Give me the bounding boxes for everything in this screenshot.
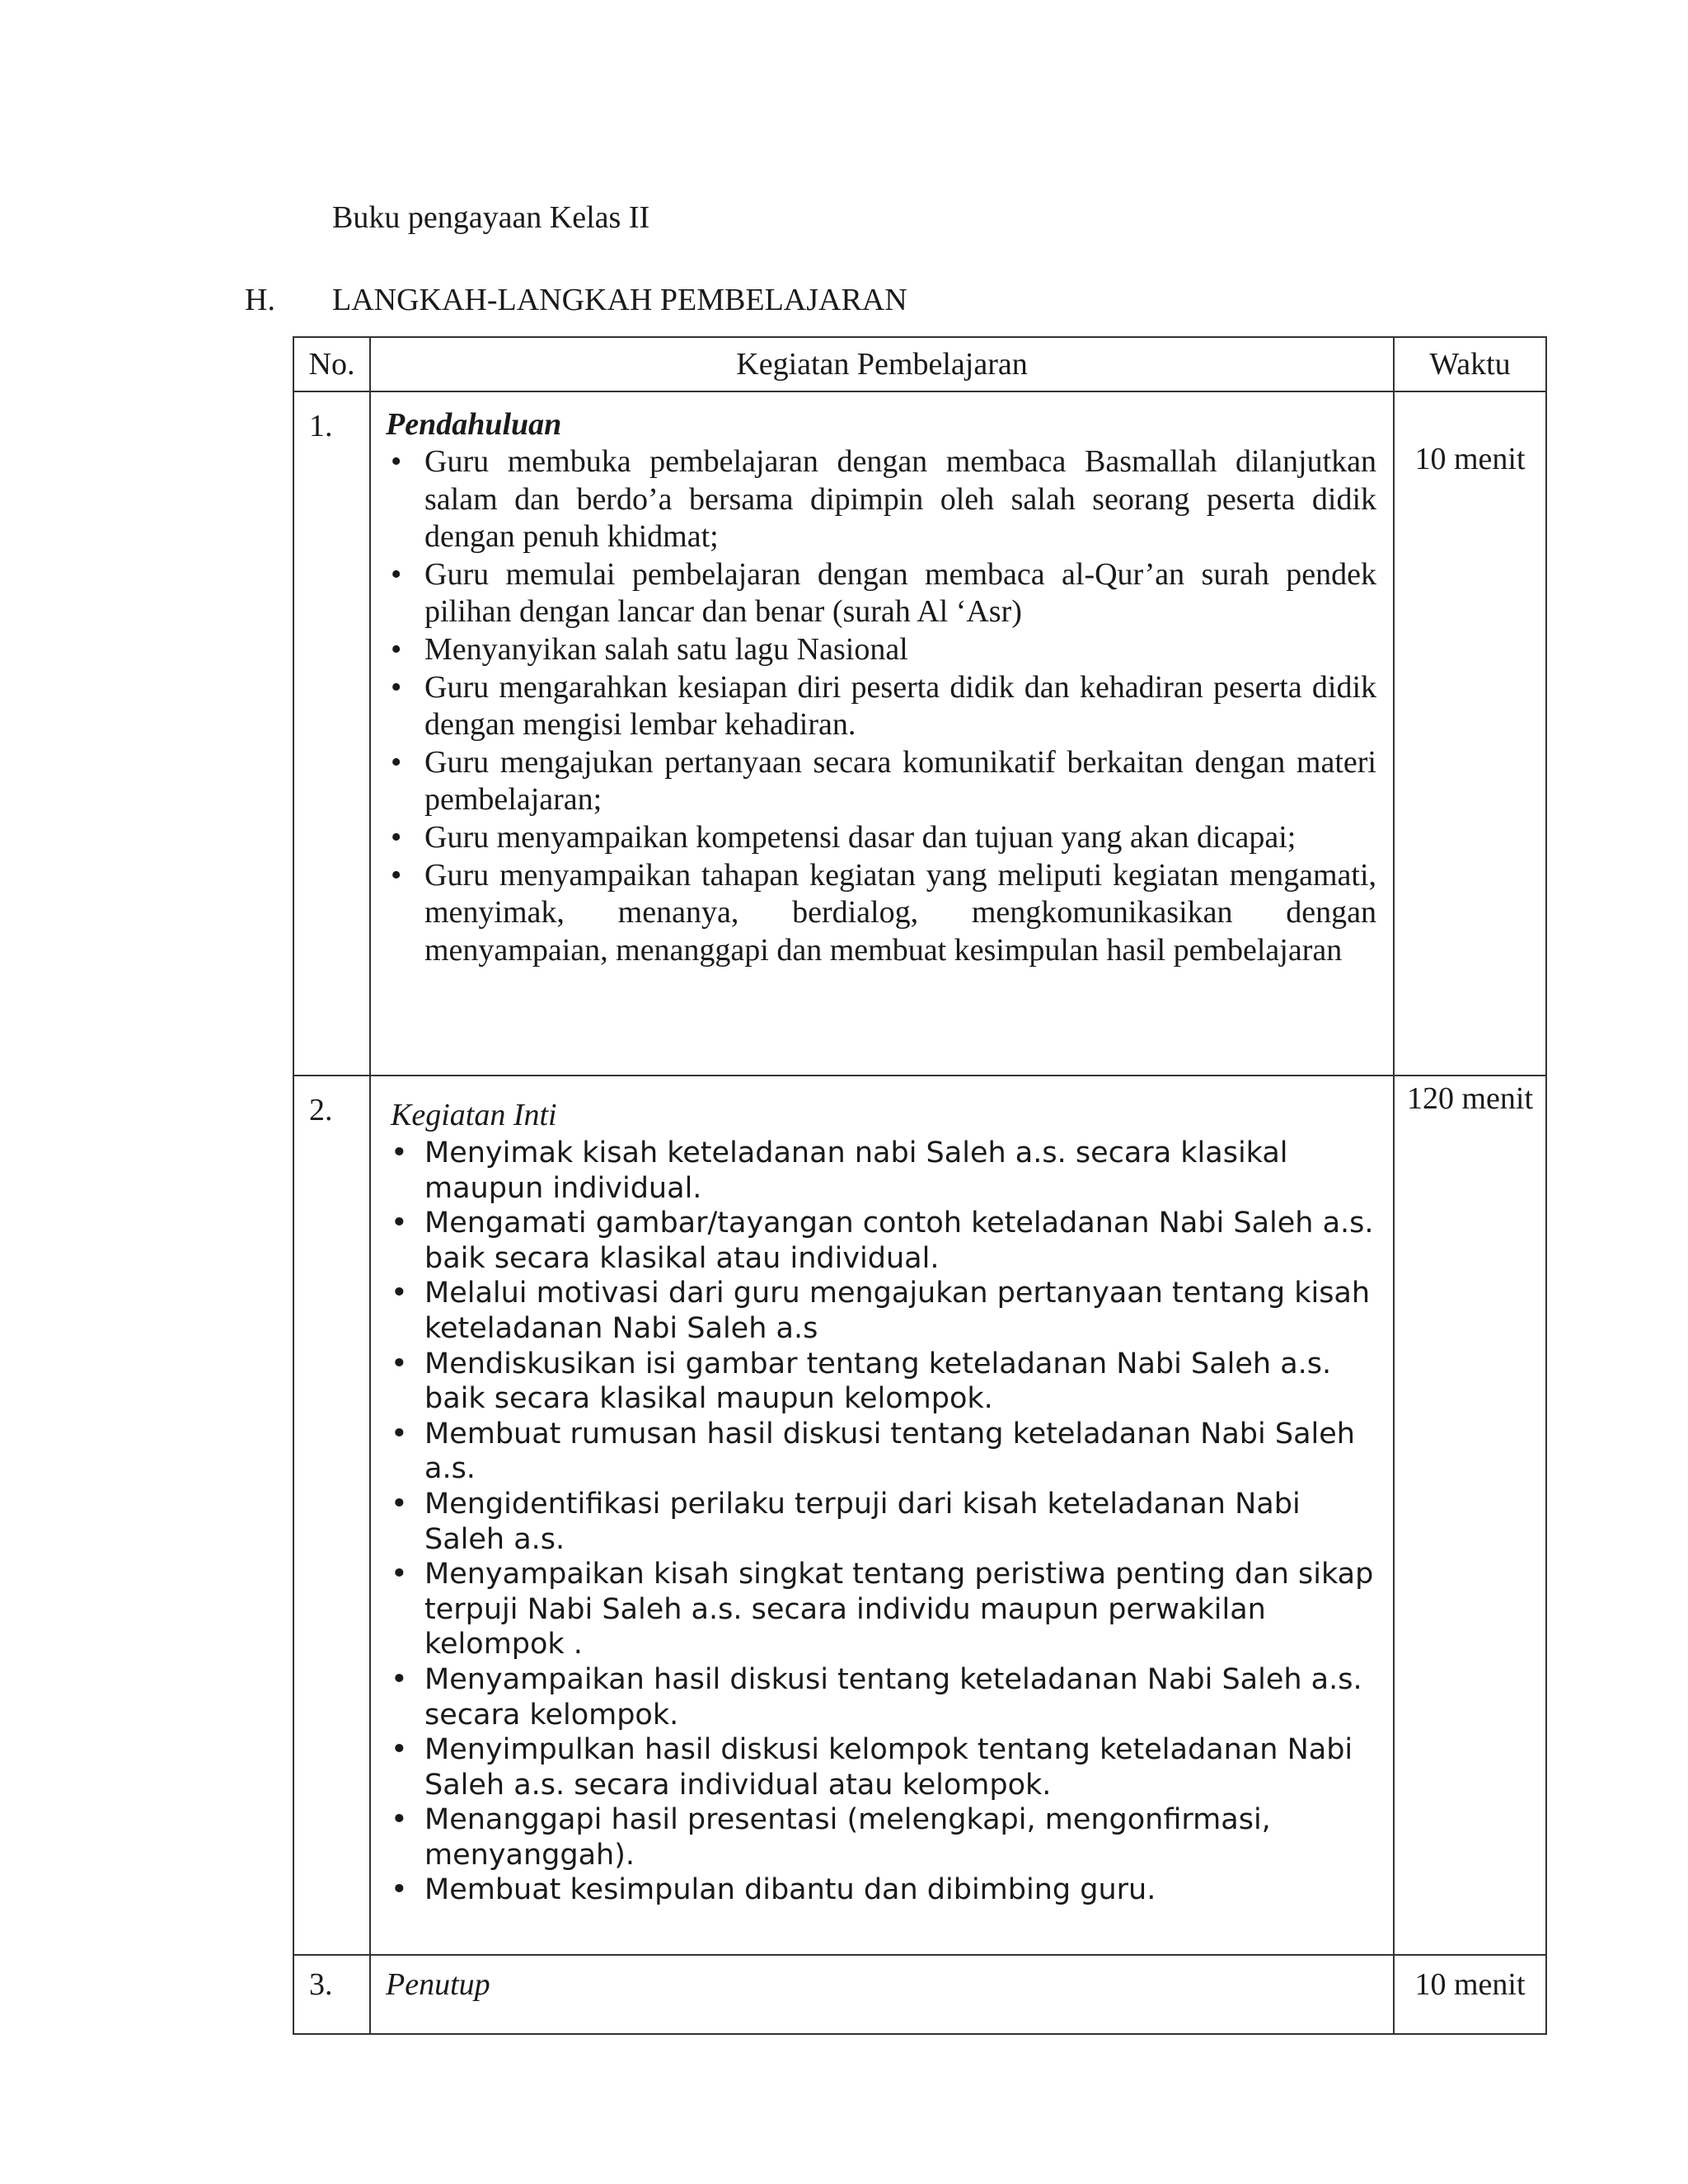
list-item: • Mendiskusikan isi gambar tentang keteladanan Nabi Saleh a.s. baik secara klasikal maupun kelompok. — [386, 1347, 1376, 1417]
list-item: • Menyampaikan hasil diskusi tentang keteladanan Nabi Saleh a.s. secara kelompok. — [386, 1662, 1376, 1732]
page-header: Buku pengayaan Kelas II — [332, 200, 650, 235]
time-cell: 10 menit — [1394, 391, 1546, 1076]
activity-title: Penutup — [386, 1967, 490, 2002]
header-time: Waktu — [1394, 337, 1546, 391]
time-cell: 10 menit — [1394, 1955, 1546, 2034]
list-item: • Membuat rumusan hasil diskusi tentang keteladanan Nabi Saleh a.s. — [386, 1417, 1376, 1487]
section-heading — [245, 277, 907, 323]
row-number: 2. — [293, 1076, 370, 1955]
table-header-row — [293, 337, 1546, 391]
list-item: • Guru mengarahkan kesiapan diri peserta didik dan kehadiran peserta didik dengan mengisi lembar kehadiran. — [386, 669, 1376, 744]
list-item: • Guru memulai pembelajaran dengan membaca al-Qur’an surah pendek pilihan dengan lancar dan benar (surah Al ‘Asr) — [386, 556, 1376, 631]
list-item: • Menyimak kisah keteladanan nabi Saleh a.s. secara klasikal maupun individual. — [386, 1136, 1376, 1206]
activity-list — [386, 1136, 1376, 1908]
list-item: • Mengamati gambar/tayangan contoh keteladanan Nabi Saleh a.s. baik secara klasikal atau individual. — [386, 1206, 1376, 1276]
table-row-penutup — [293, 1955, 1546, 2034]
section-letter: H. — [245, 283, 275, 317]
list-item: • Melalui motivasi dari guru mengajukan pertanyaan tentang kisah keteladanan Nabi Saleh a.s — [386, 1276, 1376, 1346]
table-row-kegiatan-inti — [293, 1076, 1546, 1955]
time-cell: 120 menit — [1394, 1076, 1546, 1955]
activity-cell — [370, 1076, 1394, 1955]
activity-cell — [370, 391, 1394, 1076]
activity-title: Kegiatan Inti — [391, 1098, 557, 1132]
list-item: • Menanggapi hasil presentasi (melengkapi, mengonfirmasi, menyanggah). — [386, 1802, 1376, 1872]
list-item: • Membuat kesimpulan dibantu dan dibimbing guru. — [386, 1872, 1376, 1908]
list-item: • Mengidentifikasi perilaku terpuji dari kisah keteladanan Nabi Saleh a.s. — [386, 1487, 1376, 1557]
list-item: • Menyampaikan kisah singkat tentang peristiwa penting dan sikap terpuji Nabi Saleh a.s. secara individu maupun perwakilan kelompok . — [386, 1557, 1376, 1662]
activity-title: Pendahuluan — [386, 407, 562, 442]
list-item: • Guru membuka pembelajaran dengan membaca Basmallah dilanjutkan salam dan berdo’a bersama dipimpin oleh salah seorang peserta didik dengan penuh khidmat; — [386, 443, 1376, 556]
header-no: No. — [293, 337, 370, 391]
activity-cell — [370, 1955, 1394, 2034]
activity-list — [386, 443, 1376, 969]
learning-steps-table — [293, 336, 1547, 2035]
list-item: • Guru menyampaikan tahapan kegiatan yang meliputi kegiatan mengamati, menyimak, menanya, berdialog, mengkomunikasikan dengan menyampaian, menanggapi dan membuat kesimpulan hasil pembelajaran — [386, 857, 1376, 970]
list-item: • Guru mengajukan pertanyaan secara komunikatif berkaitan dengan materi pembelajaran; — [386, 744, 1376, 819]
header-activity: Kegiatan Pembelajaran — [370, 337, 1394, 391]
row-number: 3. — [293, 1955, 370, 2034]
section-title: LANGKAH-LANGKAH PEMBELAJARAN — [332, 283, 907, 317]
list-item: • Guru menyampaikan kompetensi dasar dan tujuan yang akan dicapai; — [386, 819, 1376, 857]
list-item: • Menyanyikan salah satu lagu Nasional — [386, 631, 1376, 669]
row-number: 1. — [293, 391, 370, 1076]
table-row-pendahuluan — [293, 391, 1546, 1076]
list-item: • Menyimpulkan hasil diskusi kelompok tentang keteladanan Nabi Saleh a.s. secara individual atau kelompok. — [386, 1732, 1376, 1802]
